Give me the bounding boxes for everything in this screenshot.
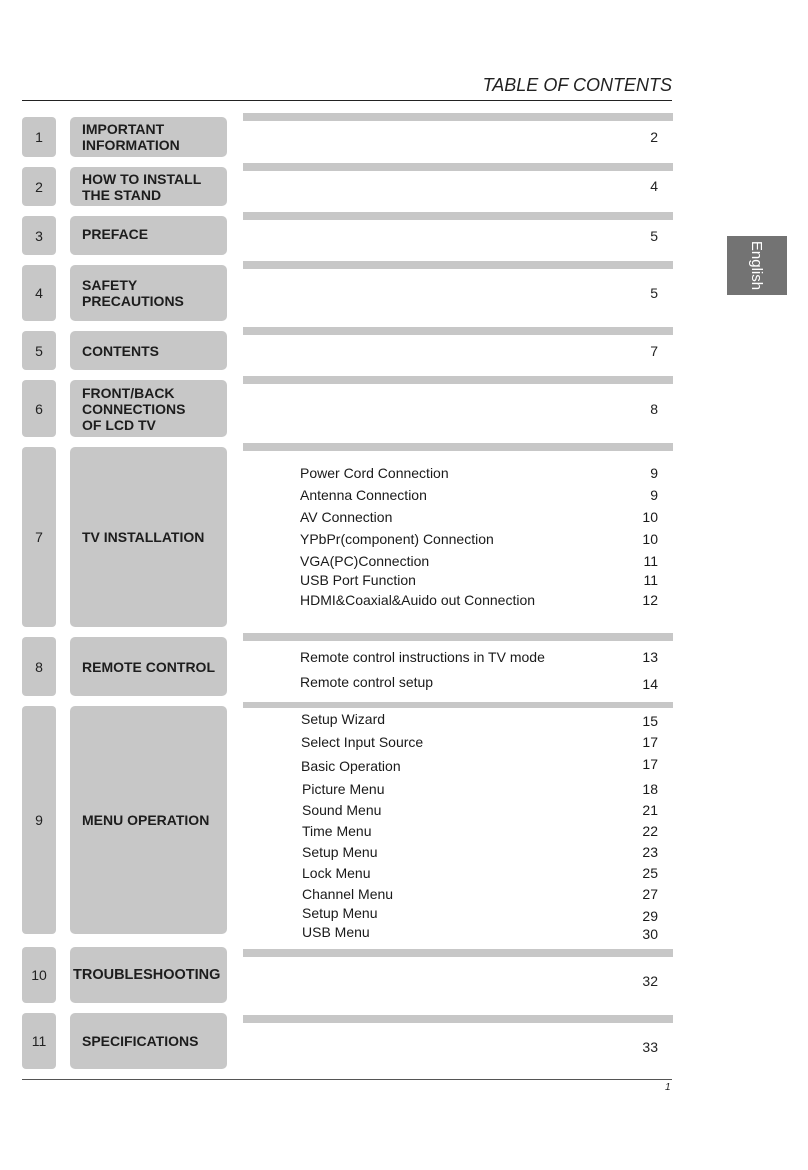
section-bar xyxy=(243,327,673,335)
section-number: 4 xyxy=(22,265,56,321)
subitem-page: 11 xyxy=(643,553,658,569)
toc-subitem[interactable] xyxy=(0,531,808,551)
subitem-title: USB Menu xyxy=(302,924,370,940)
subitem-title: YPbPr(component) Connection xyxy=(300,531,494,547)
section-number: 1 xyxy=(22,117,56,157)
page-number: 1 xyxy=(665,1082,671,1093)
subitem-title: Setup Menu xyxy=(302,905,378,921)
section-page: 5 xyxy=(650,285,658,301)
section-bar xyxy=(243,261,673,269)
toc-subitem[interactable] xyxy=(0,886,808,906)
section-title: TV INSTALLATION xyxy=(70,447,227,627)
toc-subitem[interactable] xyxy=(0,905,808,925)
subitem-page: 13 xyxy=(642,649,658,665)
footer-rule xyxy=(22,1079,672,1080)
toc-subitem[interactable] xyxy=(0,487,808,507)
section-title: CONTENTS xyxy=(70,331,227,370)
subitem-title: Time Menu xyxy=(302,823,372,839)
header-rule xyxy=(22,100,672,101)
toc-subitem[interactable] xyxy=(0,781,808,801)
subitem-page: 27 xyxy=(642,886,658,902)
language-label: English xyxy=(748,240,766,291)
toc-section-front-back-connections[interactable] xyxy=(0,380,808,437)
toc-section-safety-precautions[interactable] xyxy=(0,265,808,321)
subitem-title: Remote control instructions in TV mode xyxy=(300,649,545,665)
subitem-page: 29 xyxy=(642,908,658,924)
section-bar xyxy=(243,113,673,121)
toc-subitem[interactable] xyxy=(0,758,808,778)
section-page: 4 xyxy=(650,178,658,194)
subitem-title: USB Port Function xyxy=(300,572,416,588)
section-bar xyxy=(243,633,673,641)
section-number: 5 xyxy=(22,331,56,370)
subitem-page: 10 xyxy=(642,509,658,525)
subitem-title: HDMI&Coaxial&Auido out Connection xyxy=(300,592,536,608)
subitem-page: 22 xyxy=(642,823,658,839)
subitem-title: Lock Menu xyxy=(302,865,371,881)
section-bar xyxy=(243,443,673,451)
section-page: 5 xyxy=(650,228,658,244)
section-bar xyxy=(243,949,673,957)
toc-section-contents[interactable] xyxy=(0,331,808,370)
subitem-page: 15 xyxy=(642,713,658,729)
section-bar xyxy=(243,376,673,384)
section-title: TROUBLESHOOTING xyxy=(70,947,227,1003)
subitem-title: Channel Menu xyxy=(302,886,394,902)
toc-subitem[interactable] xyxy=(0,924,808,944)
section-title: REMOTE CONTROL xyxy=(70,637,227,696)
subitem-title: Setup Menu xyxy=(302,844,378,860)
section-number: 10 xyxy=(22,947,56,1003)
subitem-title: Power Cord Connection xyxy=(300,465,449,481)
subitem-page: 17 xyxy=(642,734,658,750)
toc-section-important-information[interactable] xyxy=(0,117,808,157)
toc-subitem[interactable] xyxy=(0,734,808,754)
section-title: SPECIFICATIONS xyxy=(70,1013,227,1069)
section-bar xyxy=(243,212,673,220)
toc-subitem[interactable] xyxy=(0,592,808,612)
section-number: 6 xyxy=(22,380,56,437)
toc-subitem[interactable] xyxy=(0,674,808,694)
toc-subitem[interactable] xyxy=(0,572,808,592)
toc-subitem[interactable] xyxy=(0,649,808,669)
subitem-page: 23 xyxy=(642,844,658,860)
toc-section-preface[interactable] xyxy=(0,216,808,255)
section-number: 8 xyxy=(22,637,56,696)
toc-subitem[interactable] xyxy=(0,865,808,885)
section-page: 32 xyxy=(642,973,658,989)
toc-section-specifications[interactable] xyxy=(0,1013,808,1069)
subitem-page: 18 xyxy=(642,781,658,797)
section-bar xyxy=(243,1015,673,1023)
section-title: MENU OPERATION xyxy=(70,706,227,934)
subitem-title: Setup Wizard xyxy=(301,711,386,727)
subitem-title: Basic Operation xyxy=(301,758,401,774)
page-title: TABLE OF CONTENTS xyxy=(482,75,672,95)
subitem-page: 21 xyxy=(642,802,658,818)
subitem-page: 25 xyxy=(642,865,658,881)
subitem-page: 9 xyxy=(650,465,658,481)
toc-subitem[interactable] xyxy=(0,844,808,864)
section-title: IMPORTANT INFORMATION xyxy=(70,117,227,157)
section-page: 33 xyxy=(642,1039,658,1055)
subitem-page: 17 xyxy=(642,756,658,772)
subitem-page: 30 xyxy=(642,926,658,942)
subitem-title: Remote control setup xyxy=(300,674,434,690)
subitem-page: 10 xyxy=(642,531,658,547)
subitem-title: Select Input Source xyxy=(301,734,424,750)
section-number: 7 xyxy=(22,447,56,627)
subitem-page: 14 xyxy=(642,676,658,692)
section-title: FRONT/BACK CONNECTIONS OF LCD TV xyxy=(70,380,227,437)
toc-subitem[interactable] xyxy=(0,802,808,822)
section-number: 11 xyxy=(22,1013,56,1069)
toc-section-troubleshooting[interactable] xyxy=(0,947,808,1003)
subitem-title: Antenna Connection xyxy=(300,487,427,503)
subitem-title: VGA(PC)Connection xyxy=(300,553,430,569)
toc-subitem[interactable] xyxy=(0,823,808,843)
subitem-page: 11 xyxy=(643,572,658,588)
section-title: SAFETY PRECAUTIONS xyxy=(70,265,227,321)
toc-subitem[interactable] xyxy=(0,465,808,485)
toc-subitem[interactable] xyxy=(0,509,808,529)
subitem-title: Sound Menu xyxy=(302,802,382,818)
toc-section-install-stand[interactable] xyxy=(0,167,808,206)
subitem-title: Picture Menu xyxy=(302,781,385,797)
subitem-title: AV Connection xyxy=(300,509,393,525)
section-title: PREFACE xyxy=(70,216,227,255)
section-number: 3 xyxy=(22,216,56,255)
section-page: 8 xyxy=(650,401,658,417)
subitem-page: 9 xyxy=(650,487,658,503)
subitem-page: 12 xyxy=(642,592,658,608)
toc-subitem[interactable] xyxy=(0,553,808,573)
section-number: 9 xyxy=(22,706,56,934)
section-bar xyxy=(243,163,673,171)
section-number: 2 xyxy=(22,167,56,206)
section-page: 7 xyxy=(650,343,658,359)
section-page: 2 xyxy=(650,129,658,145)
section-bar xyxy=(243,702,673,708)
toc-subitem[interactable] xyxy=(0,711,808,731)
section-title: HOW TO INSTALL THE STAND xyxy=(70,167,227,206)
